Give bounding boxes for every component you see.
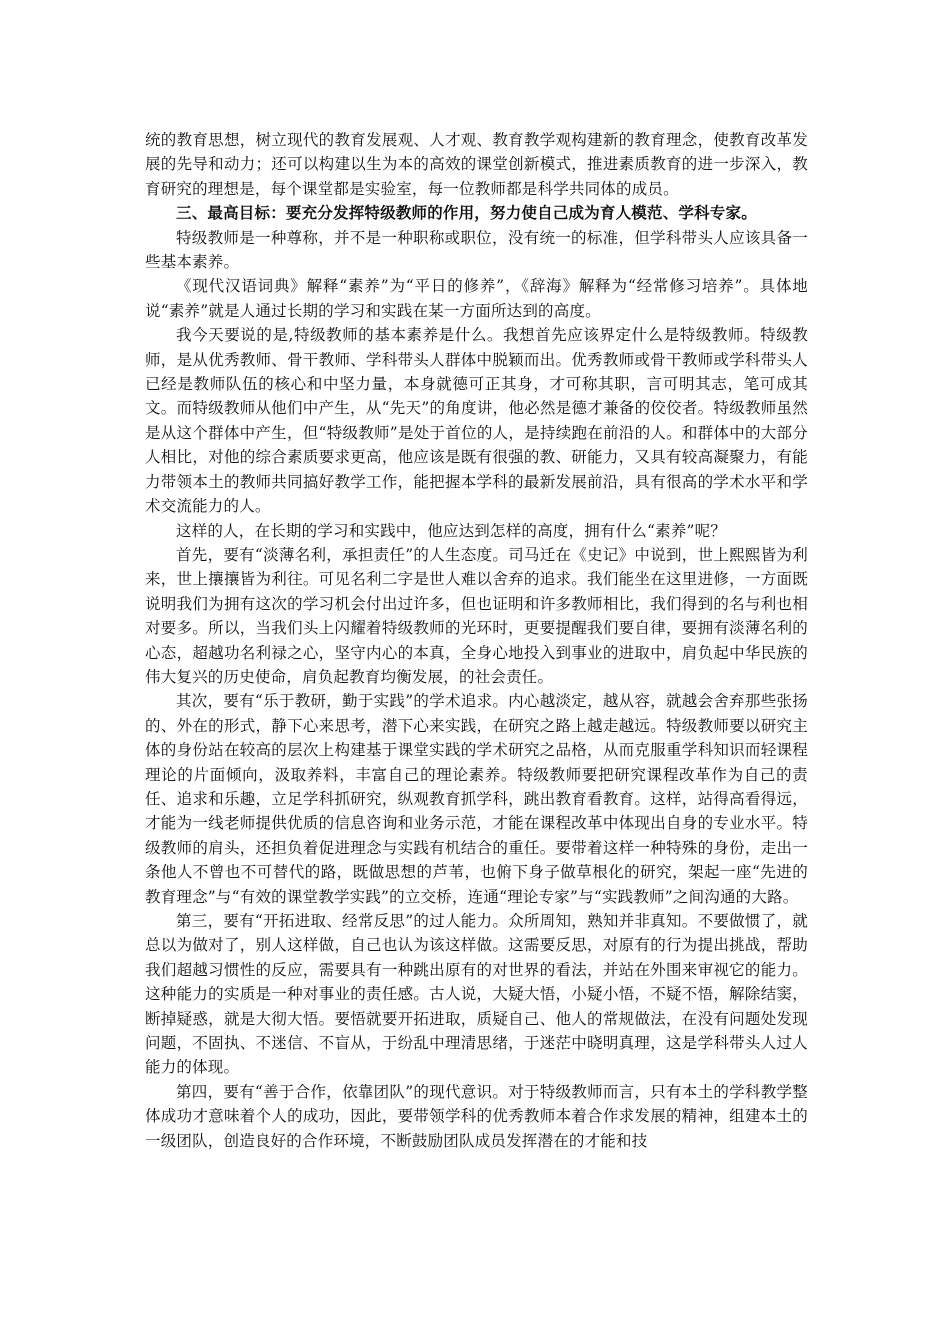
paragraph: 这样的人，在长期的学习和实践中，他应达到怎样的高度，拥有什么“素养”呢？ [176,521,727,540]
paragraph-continued: 统的教育思想，树立现代的教育发展观、人才观、教育教学观构建新的教育理念，使教育改革发展的先导和动力；还可以构建以生为本的高效的课堂创新模式，推进素质教育的进一步深入，教育研究的理想是，每个课堂都是实验室，每一位教师都是科学共同体的成员。 [145,131,808,198]
paragraph: 第三，要有“开拓进取、经常反思”的过人能力。众所周知，熟知并非真知。不要做惯了，就总以为做对了，别人这样做，自己也认为该这样做。这需要反思，对原有的行为提出挑战，帮助我们超越习惯性的反应，需要具有一种跳出原有的对世界的看法，并站在外围来审视它的能力。这种能力的实质是一种对事业的责任感。古人说，大疑大悟，小疑小悟，不疑不悟，解除结窦，断掉疑惑，就是大彻大悟。要悟就要开拓进取，质疑自己、他人的常规做法，在没有问题处发现问题，不固执、不迷信、不盲从，于纷乱中理清思绪，于迷茫中晓明真理，这是学科带头人过人能力的体现。 [145,912,808,1077]
paragraph: 首先，要有“淡薄名利，承担责任”的人生态度。司马迁在《史记》中说到，世上熙熙皆为利来，世上攘攘皆为利往。可见名利二字是世人难以舍弃的追求。我们能坐在这里进修，一方面既说明我们为拥有这次的学习机会付出过许多，但也证明和许多教师相比，我们得到的名与利也相对要多。所以，当我们头上闪耀着特级教师的光环时，更要提醒我们要自律，要拥有淡薄名利的心态，超越功名利禄之心，坚守内心的本真，全身心地投入到事业的进取中，肩负起中华民族的伟大复兴的历史使命，肩负起教育均衡发展，的社会责任。 [145,545,808,686]
paragraph: 《现代汉语词典》解释“素养”为“平日的修养”，《辞海》解释为“经常修习培养”。具体地说“素养”就是人通过长期的学习和实践在某一方面所达到的高度。 [145,277,808,320]
paragraph: 特级教师是一种尊称，并不是一种职称或职位，没有统一的标准，但学科带头人应该具备一些基本素养。 [145,228,808,272]
paragraph: 我今天要说的是,特级教师的基本素养是什么。我想首先应该界定什么是特级教师。特级教师，是从优秀教师、骨干教师、学科带头人群体中脱颖而出。优秀教师或骨干教师或学科带头人已经是教师队伍的核心和中坚力量，本身就德可正其身，才可称其职，言可明其志，笔可成其文。而特级教师从他们中产生，从“先天”的角度讲，他必然是德才兼备的佼佼者。特级教师虽然是从这个群体中产生，但“特级教师”是处于首位的人，是持续跑在前沿的人。和群体中的大部分人相比，对他的综合素质要求更高，他应该是既有很强的教、研能力，又具有较高凝聚力，有能力带领本土的教师共同搞好教学工作，能把握本学科的最新发展前沿，具有很高的学术水平和学术交流能力的人。 [145,326,808,516]
paragraph: 其次，要有“乐于教研，勤于实践”的学术追求。内心越淡定，越从容，就越会舍弃那些张扬的、外在的形式，静下心来思考，潜下心来实践，在研究之路上越走越远。特级教师要以研究主体的身份站在较高的层次上构建基于课堂实践的学术研究之品格，从而克服重学科知识而轻课程理论的片面倾向，汲取养料，丰富自己的理论素养。特级教师要把研究课程改革作为自己的责任、追求和乐趣，立足学科抓研究，纵观教育抓学科，跳出教育看教育。这样，站得高看得远，才能为一线老师提供优质的信息咨询和业务示范，才能在课程改革中体现出自身的专业水平。特级教师的肩头，还担负着促进理念与实践有机结合的重任。要带着这样一种特殊的身份，走出一条他人不曾也不可替代的路，既做思想的芦苇，也俯下身子做草根化的研究，架起一座“先进的教育理念”与“有效的课堂教学实践”的立交桥，连通“理论专家”与“实践教师”之间沟通的大路。 [145,692,808,906]
section-heading: 三、最高目标：要充分发挥特级教师的作用，努力使自己成为育人模范、学科专家。 [176,203,757,223]
paragraph: 第四，要有“善于合作，依靠团队”的现代意识。对于特级教师而言，只有本土的学科教学整体成功才意味着个人的成功，因此，要带领学科的优秀教师本着合作求发展的精神，组建本土的一级团队，创造良好的合作环境，不断鼓励团队成员发挥潜在的才能和技 [145,1082,808,1150]
document-page [145,128,808,1153]
